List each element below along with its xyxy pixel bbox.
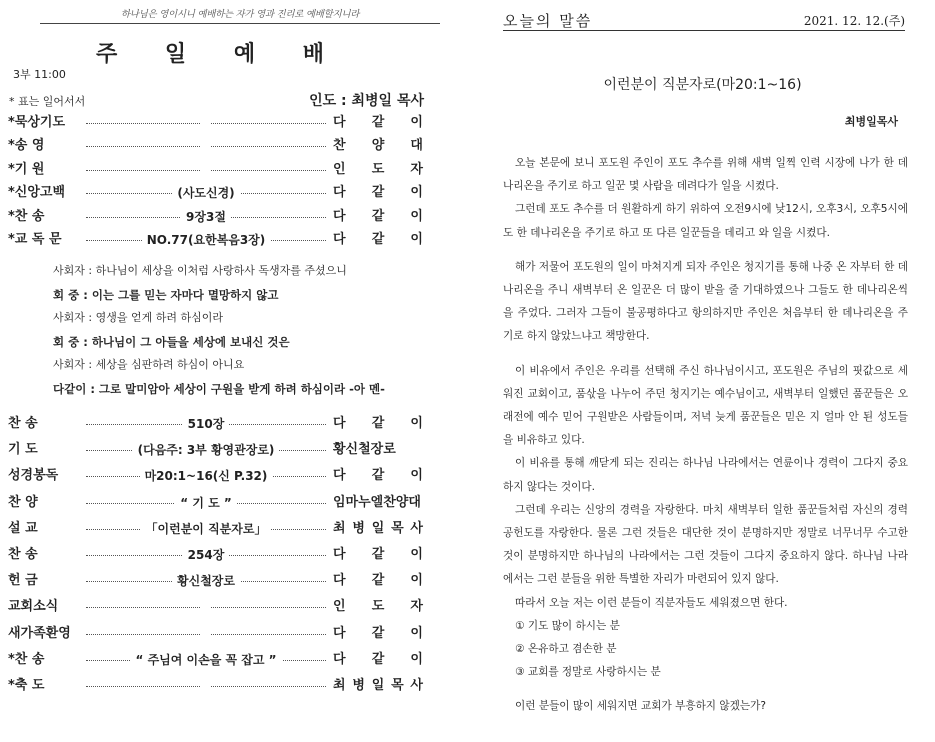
paragraph: 이 비유에서 주인은 우리를 선택해 주신 하나님이시고, 포도원은 주님의 핏값으로 세워진 교회이고, 품삯을 나누어 주던 청지기는 예수님이고, 새벽부터 일했던 품꾼들은 오래전에 예수 믿어 구원받은 사람들이며, 저녁 늦게 품꾼들은 믿은 지 얼마 안 된 성도들을 비유하고 있다. [503, 364, 908, 447]
order-detail-text: 9장3절 [181, 210, 231, 224]
order-row [0, 570, 440, 592]
order-detail-text: 254장 [183, 548, 230, 562]
order-detail [86, 229, 326, 251]
order-row [0, 439, 440, 461]
order-row [0, 206, 440, 228]
order-person: 다 같 이 [333, 232, 423, 247]
sermon-header [503, 8, 905, 31]
order-detail [86, 112, 326, 134]
stand-note: * 표는 일어서서 [9, 95, 86, 108]
order-detail [86, 182, 326, 204]
order-label: 새가족환영 [8, 625, 71, 641]
sermon-panel [470, 0, 935, 742]
order-row [0, 596, 440, 618]
order-person: 다 같 이 [333, 625, 423, 641]
service-time: 3부 11:00 [13, 68, 66, 81]
paragraph: 해가 저물어 포도원의 일이 마쳐지게 되자 주인은 청지기를 통해 나중 온 자부터 한 데나리온을 주니 새벽부터 온 일꾼은 더 많이 받을 줄 기대하였으나 그들도 한 데나리온씩을 주었다. 그러자 그들이 불공평하다고 항의하지만 주인은 처음부터 한 데나리온을 주기로 하지 않았느냐고 책망한다. [503, 260, 908, 343]
list-item: ② 온유하고 겸손한 분 [515, 643, 617, 656]
order-detail-text [201, 163, 211, 177]
order-detail-text [201, 679, 211, 693]
sermon-title: 이런분이 직분자로(마20:1~16) [603, 77, 802, 93]
order-detail [86, 544, 326, 566]
order-person: 인 도 자 [333, 599, 423, 615]
order-label: *묵상기도 [8, 115, 66, 130]
order-row [0, 518, 440, 540]
order-person: 다 같 이 [333, 651, 423, 667]
paragraph: 그런데 포도 추수를 더 원활하게 하기 위하여 오전9시에 낮12시, 오후3시, 오후5시에도 한 데나리온을 주기로 하고 또 다른 일꾼들을 데리고 와 일을 시켰다. [503, 203, 908, 239]
order-detail [86, 465, 326, 487]
order-label: *신앙고백 [8, 185, 66, 201]
responsive-line: 사회자 : 세상을 심판하려 하심이 아니요 [53, 358, 245, 372]
order-label: *기 원 [8, 161, 45, 177]
order-detail-text: “ 기 도 ” [175, 496, 237, 510]
order-detail-text: 마20:1~16(신 P.32) [140, 469, 273, 483]
order-row [0, 492, 440, 514]
order-person: 임마누엘찬양대 [333, 494, 421, 510]
order-detail [86, 492, 326, 514]
order-row [0, 544, 440, 566]
order-row [0, 112, 440, 134]
order-person: 인 도 자 [333, 161, 423, 177]
list-item: ③ 교회를 정말로 사랑하시는 분 [515, 666, 661, 679]
order-detail-text [201, 116, 211, 130]
order-row [0, 135, 440, 157]
order-label: *축 도 [8, 678, 45, 693]
order-detail [86, 675, 326, 697]
page-title: 주 일 예 배 [96, 42, 344, 67]
order-label: 찬 송 [8, 547, 38, 562]
order-detail [86, 596, 326, 618]
order-person: 다 같 이 [333, 115, 423, 130]
order-label: 교회소식 [8, 599, 59, 615]
paragraph: 따라서 오늘 저는 이런 분들이 직분자들도 세워졌으면 한다. [515, 596, 788, 609]
order-person: 다 같 이 [333, 573, 423, 589]
order-label: 성경봉독 [8, 468, 59, 484]
order-label: 헌 금 [8, 573, 38, 589]
order-detail-text: NO.77(요한복음3장) [142, 233, 271, 247]
order-person: 최 병 일 목 사 [333, 520, 423, 536]
order-detail [86, 439, 326, 461]
order-person: 최 병 일 목 사 [333, 678, 423, 693]
order-row [0, 159, 440, 181]
order-detail [86, 623, 326, 645]
order-person: 황신철장로 [333, 442, 396, 458]
date: 2021. 12. 12.(주) [803, 14, 905, 28]
order-detail-text: (다음주: 3부 황영관장로) [133, 443, 280, 457]
order-row [0, 465, 440, 487]
order-detail-text [201, 139, 211, 153]
order-row [0, 675, 440, 697]
responsive-line: 다같이 : 그로 말미암아 세상이 구원을 받게 하려 하심이라 -아 멘- [53, 382, 385, 396]
order-detail [86, 518, 326, 540]
preacher: 최병일목사 [844, 115, 898, 128]
paragraph: 오늘 본문에 보니 포도원 주인이 포도 추수를 위해 새벽 일찍 인력 시장에 나가 한 데나리온을 주기로 하고 일꾼 몇 사람을 데려다가 일을 시켰다. [503, 157, 908, 193]
order-label: 설 교 [8, 520, 38, 536]
order-person: 다 같 이 [333, 185, 423, 201]
order-detail-text: “ 주님여 이손을 꼭 잡고 ” [131, 653, 282, 667]
order-detail [86, 206, 326, 228]
order-detail-text [201, 600, 211, 614]
responsive-line: 사회자 : 하나님이 세상을 이처럼 사랑하사 독생자를 주셨으니 [53, 264, 347, 277]
order-row [0, 649, 440, 671]
order-detail-text: (사도신경) [172, 186, 239, 200]
sermon-body [503, 152, 908, 719]
order-person: 다 같 이 [333, 547, 423, 562]
order-label: 찬 양 [8, 494, 38, 510]
order-row [0, 182, 440, 204]
closing: 이런 분들이 많이 세워지면 교회가 부흥하지 않겠는가? [515, 700, 766, 713]
order-person: 다 같 이 [333, 208, 423, 224]
leader: 인도 : 최병일 목사 [309, 93, 424, 109]
order-detail [86, 135, 326, 157]
responsive-line: 회 중 : 하나님이 그 아들을 세상에 보내신 것은 [53, 334, 290, 349]
responsive-line: 회 중 : 이는 그를 믿는 자마다 멸망하지 않고 [53, 287, 279, 302]
order-detail [86, 570, 326, 592]
order-detail-text [201, 627, 211, 641]
order-detail-text: 「이런분이 직분자로」 [141, 522, 272, 536]
list-item: ① 기도 많이 하시는 분 [515, 619, 620, 632]
order-person: 다 같 이 [333, 416, 423, 431]
header-title: 오늘의 말씀 [503, 12, 593, 30]
order-person: 찬 양 대 [333, 138, 423, 154]
order-row [0, 413, 440, 435]
order-detail [86, 649, 326, 671]
worship-order-panel [0, 0, 440, 742]
paragraph: 이 비유를 통해 깨닫게 되는 진리는 하나님 나라에서는 연륜이나 경력이 그다지 중요하지 않다는 것이다. [503, 457, 908, 493]
order-detail [86, 159, 326, 181]
order-label: *찬 송 [8, 208, 45, 224]
order-label: 기 도 [8, 442, 38, 458]
order-person: 다 같 이 [333, 468, 423, 484]
order-label: *찬 송 [8, 651, 45, 667]
order-row [0, 623, 440, 645]
paragraph: 그런데 우리는 신앙의 경력을 자랑한다. 마치 새벽부터 일한 품꾼들처럼 자신의 경력 공헌도를 자랑한다. 물론 그런 것들은 대단한 것이 분명하지만 정말로 너무너무 수고한 것이 분명하지만 하나님의 나라에서는 그런 것들이 그다지 중요하지 않다. 하나님 나라에서는 그런 분들을 위한 특별한 자리가 마련되어 있지 않다. [503, 503, 908, 586]
order-detail [86, 413, 326, 435]
order-row [0, 229, 440, 251]
order-detail-text: 황신철장로 [172, 574, 240, 588]
order-label: *교 독 문 [8, 232, 62, 247]
motto: 하나님은 영이시니 예배하는 자가 영과 진리로 예배할지니라 [40, 6, 440, 24]
order-detail-text: 510장 [183, 417, 230, 431]
order-label: 찬 송 [8, 416, 38, 431]
order-label: *송 영 [8, 138, 45, 154]
responsive-line: 사회자 : 영생을 얻게 하려 하심이라 [53, 311, 223, 325]
